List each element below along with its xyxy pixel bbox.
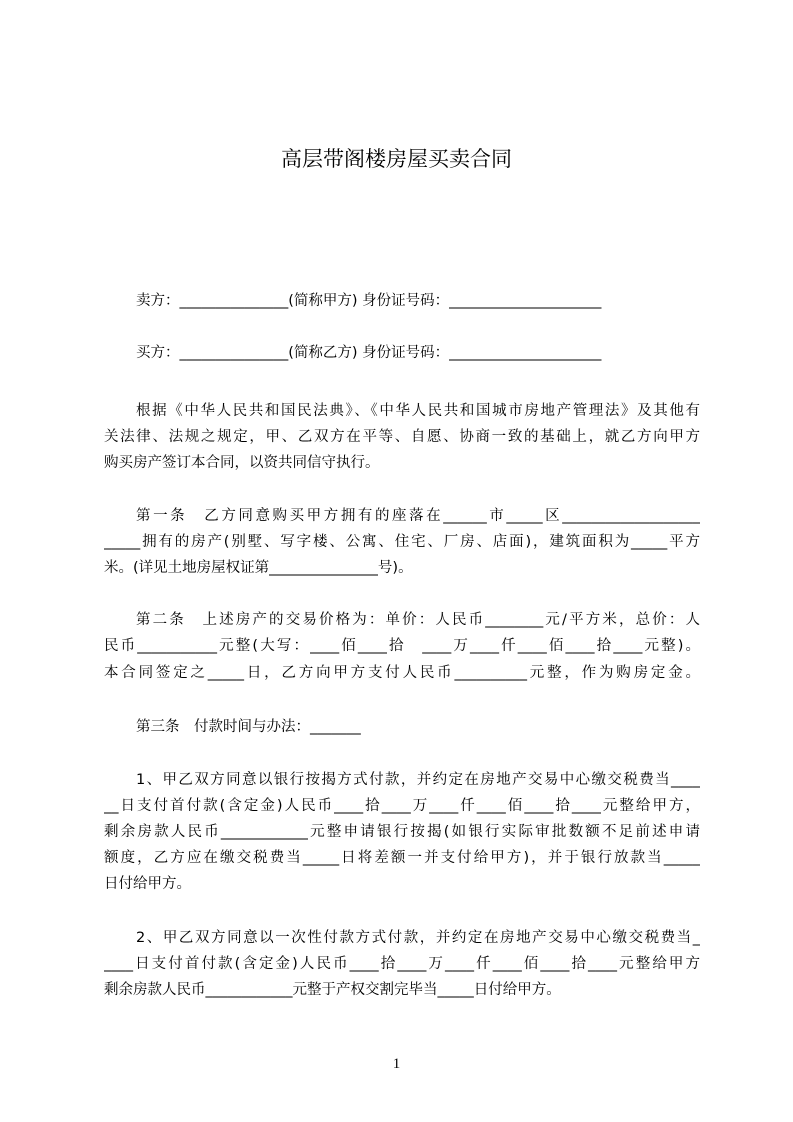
buyer-line: 买方：_______________(简称乙方) 身份证号码：_____________________ <box>136 345 602 361</box>
clause1-line: 剩余房款人民币____________元整申请银行按揭(如银行实际审批数额不足前述申请 <box>104 824 700 840</box>
article2-line: 民币___________元整(大写：____佰____拾 ____万____仟____佰____拾____元整)。 <box>104 638 700 654</box>
article1-line: 米。(详见土地房屋权证第_______________号)。 <box>104 560 413 576</box>
clause1-line: __日支付首付款(含定金)人民币____拾____万____仟____佰____拾____元整给甲方， <box>104 798 700 814</box>
preamble-line: 购买房产签订本合同，以资共同信守执行。 <box>104 455 380 471</box>
clause2-line: 剩余房款人民币____________元整于产权交割完毕当_____日付给甲方。 <box>104 982 561 998</box>
page-number: 1 <box>392 1056 401 1072</box>
article2-line: 本合同签定之_____日，乙方向甲方支付人民币__________元整，作为购房定金。 <box>104 665 700 681</box>
clause2-line: ____日支付首付款(含定金)人民币____拾____万____仟____佰____拾____元整给甲方 <box>104 956 700 972</box>
preamble-line: 关法律、法规之规定，甲、乙双方在平等、自愿、协商一致的基础上，就乙方向甲方 <box>104 429 700 445</box>
clause1-line: 1、甲乙双方同意以银行按揭方式付款，并约定在房地产交易中心缴交税费当____ <box>136 772 700 788</box>
clause1-line: 额度，乙方应在缴交税费当_____日将差额一并支付给甲方)，并于银行放款当_____ <box>104 850 700 866</box>
clause1-line: 日付给甲方。 <box>104 876 191 892</box>
seller-line: 卖方：_______________(简称甲方) 身份证号码：_____________________ <box>136 293 602 309</box>
preamble-line: 根据《中华人民共和国民法典》、《中华人民共和国城市房地产管理法》及其他有 <box>136 403 700 419</box>
document-title: 高层带阁楼房屋买卖合同 <box>281 147 512 171</box>
article3-line: 第三条 付款时间与办法：_______ <box>136 719 361 735</box>
article1-line: 第一条 乙方同意购买甲方拥有的座落在______市_____区___________________ <box>136 508 700 524</box>
article1-line: _____拥有的房产(别墅、写字楼、公寓、住宅、厂房、店面)，建筑面积为_____平方 <box>104 534 700 550</box>
article2-line: 第二条 上述房产的交易价格为：单价：人民币________元/平方米，总价：人 <box>136 612 700 628</box>
clause2-line: 2、甲乙双方同意以一次性付款方式付款，并约定在房地产交易中心缴交税费当_ <box>136 930 700 946</box>
